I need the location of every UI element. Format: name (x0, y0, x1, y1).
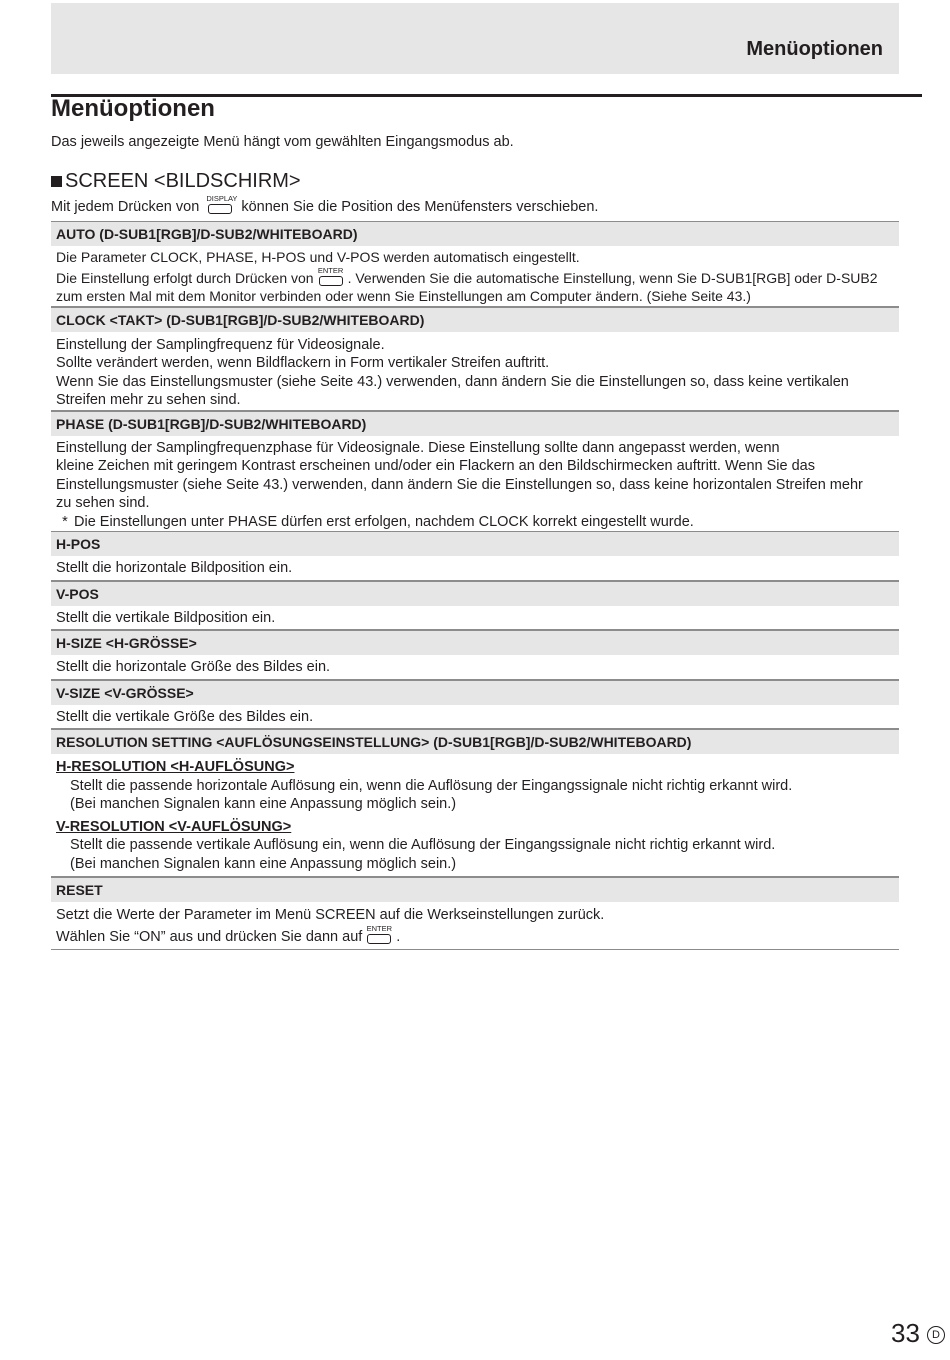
item-text: Einstellung der Samplingfrequenz für Videosignale. (56, 336, 385, 353)
item-reset (51, 877, 899, 950)
item-vpos (51, 581, 899, 631)
item-text: Stellt die horizontale Bildposition ein. (56, 560, 293, 576)
item-text: Einstellungsmuster (siehe Seite 43.) verwenden, dann ändern Sie die Einstellungen so, dass keine horizontalen Streifen mehr (56, 476, 863, 493)
item-heading: H-POS (51, 531, 899, 556)
item-text: Die Einstellung erfolgt durch Drücken von ENTER . Verwenden Sie die automatische Einstellung, wenn Sie D-SUB1[RGB] oder D-SUB2 (56, 265, 878, 286)
page-number: 33 (891, 1318, 920, 1348)
item-text: Wenn Sie das Einstellungsmuster (siehe Seite 43.) verwenden, dann ändern Sie die Einstellungen so, dass keine vertikalen (56, 373, 849, 390)
item-text: Stellt die horizontale Größe des Bildes ein. (56, 659, 331, 675)
item-text: Stellt die passende horizontale Auflösung ein, wenn die Auflösung der Eingangssignale nicht richtig erkannt wird. (70, 777, 793, 794)
h-resolution-title: H-RESOLUTION <H-AUFLÖSUNG> (56, 759, 295, 775)
asterisk-mark: * (62, 513, 68, 530)
section-title (51, 170, 301, 193)
item-text: Einstellung der Samplingfrequenzphase für Videosignale. Diese Einstellung sollte dann angepasst werden, wenn (56, 439, 780, 456)
item-heading: AUTO (D-SUB1[RGB]/D-SUB2/WHITEBOARD) (51, 221, 899, 246)
item-resolution (51, 729, 899, 877)
item-text: (Bei manchen Signalen kann eine Anpassung möglich sein.) (70, 796, 457, 812)
section-note-text: Mit jedem Drücken von (51, 199, 200, 215)
item-clock (51, 307, 899, 411)
item-text: Stellt die passende vertikale Auflösung ein, wenn die Auflösung der Eingangssignale nicht richtig erkannt wird. (70, 837, 776, 853)
enter-button-icon: ENTER (317, 271, 345, 286)
item-heading: PHASE (D-SUB1[RGB]/D-SUB2/WHITEBOARD) (51, 411, 899, 436)
item-heading: CLOCK <TAKT> (D-SUB1[RGB]/D-SUB2/WHITEBOARD) (51, 307, 899, 332)
item-auto (51, 221, 899, 307)
language-mark: D (927, 1326, 945, 1344)
item-heading: H-SIZE <H-GRÖSSE> (51, 630, 899, 655)
header-band (51, 3, 899, 74)
item-text: zum ersten Mal mit dem Monitor verbinden oder wenn Sie Einstellungen am Computer ändern. (Siehe Seite 43.) (56, 288, 751, 304)
enter-button-icon: ENTER (365, 929, 393, 944)
item-hsize (51, 630, 899, 680)
item-text: kleine Zeichen mit geringem Kontrast erscheinen und/oder ein Flackern an den Bildschirmecken auftritt. Wenn Sie das (56, 458, 815, 474)
item-heading: V-POS (51, 581, 899, 606)
section-note (51, 194, 599, 215)
v-resolution-title: V-RESOLUTION <V-AUFLÖSUNG> (56, 818, 292, 835)
display-button-icon (206, 194, 238, 214)
item-text: Die Parameter CLOCK, PHASE, H-POS und V-POS werden automatisch eingestellt. (56, 249, 580, 265)
intro-text: Das jeweils angezeigte Menü hängt vom gewählten Eingangsmodus ab. (51, 134, 514, 150)
item-text: Setzt die Werte der Parameter im Menü SCREEN auf die Werkseinstellungen zurück. (56, 907, 605, 923)
item-text: Sollte verändert werden, wenn Bildflackern in Form vertikaler Streifen auftritt. (56, 355, 550, 371)
square-bullet-icon (51, 176, 62, 187)
menu-items (51, 221, 899, 950)
item-heading: RESOLUTION SETTING <AUFLÖSUNGSEINSTELLUNG> (D-SUB1[RGB]/D-SUB2/WHITEBOARD) (51, 729, 899, 754)
item-text: Stellt die vertikale Größe des Bildes ein. (56, 708, 314, 725)
page-title: Menüoptionen (51, 95, 215, 122)
item-text: Stellt die vertikale Bildposition ein. (56, 609, 276, 626)
item-text: (Bei manchen Signalen kann eine Anpassung möglich sein.) (70, 855, 457, 872)
item-note (56, 513, 894, 532)
section-title-text: SCREEN <BILDSCHIRM> (65, 170, 301, 192)
item-heading: RESET (51, 877, 899, 902)
display-button-label: DISPLAY (206, 194, 238, 203)
item-phase (51, 411, 899, 532)
item-vsize (51, 680, 899, 730)
item-text: Wählen Sie “ON” aus und drücken Sie dann auf ENTER . (56, 923, 401, 945)
header-title: Menüoptionen (746, 38, 883, 60)
note-text: Die Einstellungen unter PHASE dürfen erst erfolgen, nachdem CLOCK korrekt eingestellt wurde. (74, 513, 694, 530)
item-text: Streifen mehr zu sehen sind. (56, 392, 241, 408)
item-heading: V-SIZE <V-GRÖSSE> (51, 680, 899, 705)
item-text: zu sehen sind. (56, 495, 150, 511)
section-note-text: können Sie die Position des Menüfensters verschieben. (241, 199, 599, 215)
item-hpos (51, 531, 899, 581)
